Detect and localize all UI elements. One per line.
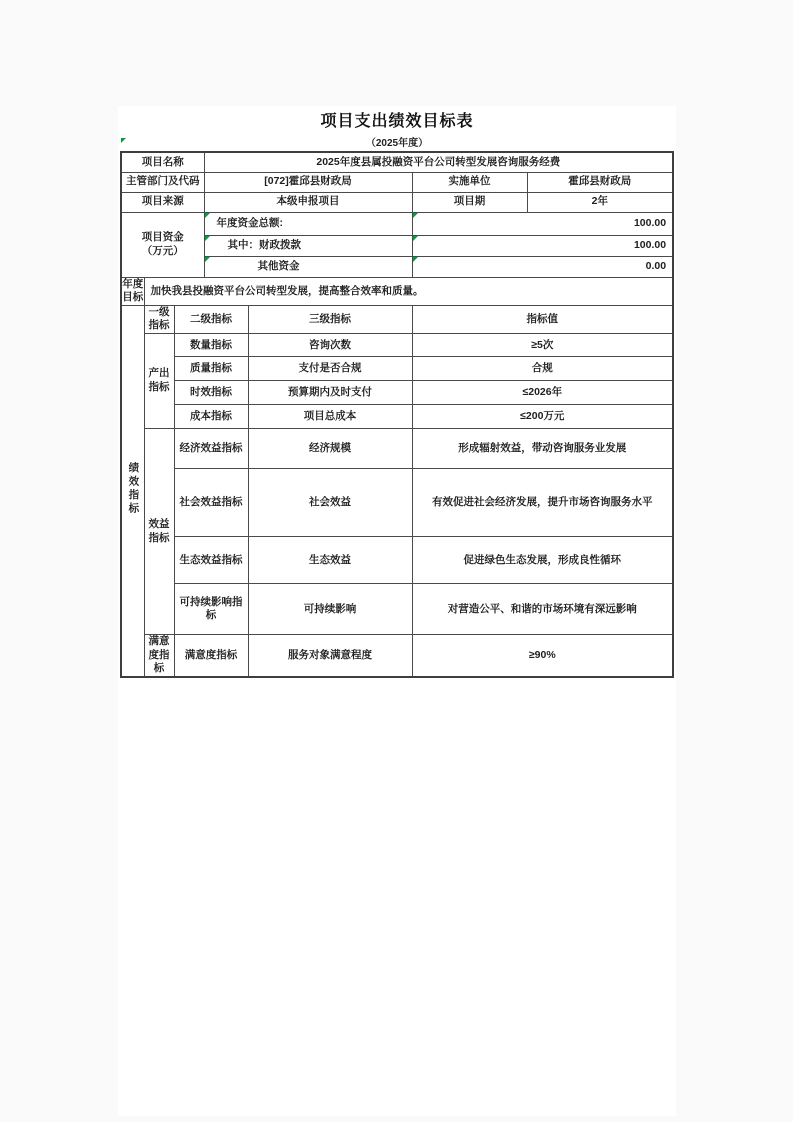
indicators-side-label: 绩效指标	[121, 305, 144, 677]
indicator-l2: 满意度指标	[174, 635, 248, 677]
performance-target-table	[120, 151, 674, 678]
funds-fiscal-label: 其中：财政拨款	[204, 235, 412, 256]
indicator-header-l2: 二级指标	[174, 305, 248, 333]
indicator-l2: 社会效益指标	[174, 469, 248, 537]
indicator-l3: 社会效益	[248, 469, 412, 537]
excel-flag-icon	[121, 138, 126, 143]
page-subtitle-text: （2025年度）	[365, 138, 429, 149]
table-row	[121, 256, 673, 277]
indicator-l3: 咨询次数	[248, 334, 412, 357]
table-row	[121, 405, 673, 429]
indicator-header-value: 指标值	[412, 305, 673, 333]
table-row	[121, 305, 673, 333]
table-row	[121, 172, 673, 192]
table-row	[121, 429, 673, 469]
funds-fiscal-value: 100.00	[412, 235, 673, 256]
period-label: 项目期	[412, 192, 527, 212]
excel-flag-icon	[205, 236, 210, 241]
indicator-l3: 服务对象满意程度	[248, 635, 412, 677]
excel-flag-icon	[413, 257, 418, 262]
indicator-value: 对营造公平、和谐的市场环境有深远影响	[412, 584, 673, 635]
excel-flag-icon	[205, 257, 210, 262]
indicator-l2: 生态效益指标	[174, 537, 248, 584]
indicator-l2: 成本指标	[174, 405, 248, 429]
table-row	[121, 537, 673, 584]
indicator-value: 合规	[412, 357, 673, 381]
excel-flag-icon	[413, 236, 418, 241]
source-label: 项目来源	[121, 192, 204, 212]
excel-flag-icon	[413, 213, 418, 218]
indicator-l3: 经济规模	[248, 429, 412, 469]
indicator-value: ≥90%	[412, 635, 673, 677]
funds-group-label-line1: 项目资金	[141, 231, 184, 244]
funds-total-value: 100.00	[412, 212, 673, 235]
indicator-l2: 经济效益指标	[174, 429, 248, 469]
indicator-header-l3: 三级指标	[248, 305, 412, 333]
table-row	[121, 152, 673, 172]
page-subtitle	[118, 137, 676, 151]
indicator-l2: 时效指标	[174, 381, 248, 405]
project-name-label: 项目名称	[121, 152, 204, 172]
indicator-value: ≥5次	[412, 334, 673, 357]
impl-unit-value: 霍邱县财政局	[527, 172, 673, 192]
indicator-l2: 可持续影响指标	[174, 584, 248, 635]
document-page	[118, 106, 676, 1116]
indicator-value: ≤2026年	[412, 381, 673, 405]
indicator-value: 促进绿色生态发展，形成良性循环	[412, 537, 673, 584]
page-title: 项目支出绩效目标表	[320, 113, 474, 130]
indicator-l3: 项目总成本	[248, 405, 412, 429]
table-row	[121, 277, 673, 305]
table-row	[121, 334, 673, 357]
group-label-satisfaction: 满意度指标	[144, 635, 174, 677]
annual-goal-label: 年度目标	[121, 277, 144, 305]
table-row	[121, 381, 673, 405]
indicator-value: 有效促进社会经济发展，提升市场咨询服务水平	[412, 469, 673, 537]
period-value: 2年	[527, 192, 673, 212]
funds-total-label: 年度资金总额:	[204, 212, 412, 235]
funds-other-label: 其他资金	[204, 256, 412, 277]
group-label-output: 产出指标	[144, 334, 174, 429]
dept-label: 主管部门及代码	[121, 172, 204, 192]
funds-group-label	[121, 212, 204, 277]
annual-goal-text: 加快我县投融资平台公司转型发展，提高整合效率和质量。	[144, 277, 673, 305]
indicator-value: 形成辐射效益，带动咨询服务业发展	[412, 429, 673, 469]
table-row	[121, 469, 673, 537]
dept-value: [072]霍邱县财政局	[204, 172, 412, 192]
table-row	[121, 192, 673, 212]
impl-unit-label: 实施单位	[412, 172, 527, 192]
indicator-header-l1: 一级指标	[144, 305, 174, 333]
indicator-l2: 数量指标	[174, 334, 248, 357]
table-row	[121, 357, 673, 381]
table-row	[121, 212, 673, 235]
indicator-l3: 预算期内及时支付	[248, 381, 412, 405]
table-row	[121, 584, 673, 635]
indicator-l3: 支付是否合规	[248, 357, 412, 381]
indicator-l2: 质量指标	[174, 357, 248, 381]
table-row	[121, 235, 673, 256]
project-name-value: 2025年度县属投融资平台公司转型发展咨询服务经费	[204, 152, 673, 172]
indicator-l3: 可持续影响	[248, 584, 412, 635]
excel-flag-icon	[205, 213, 210, 218]
table-row	[121, 635, 673, 677]
indicator-l3: 生态效益	[248, 537, 412, 584]
funds-group-label-line2: （万元）	[141, 244, 184, 257]
group-label-benefit: 效益指标	[144, 429, 174, 635]
funds-other-value: 0.00	[412, 256, 673, 277]
indicator-value: ≤200万元	[412, 405, 673, 429]
source-value: 本级申报项目	[204, 192, 412, 212]
